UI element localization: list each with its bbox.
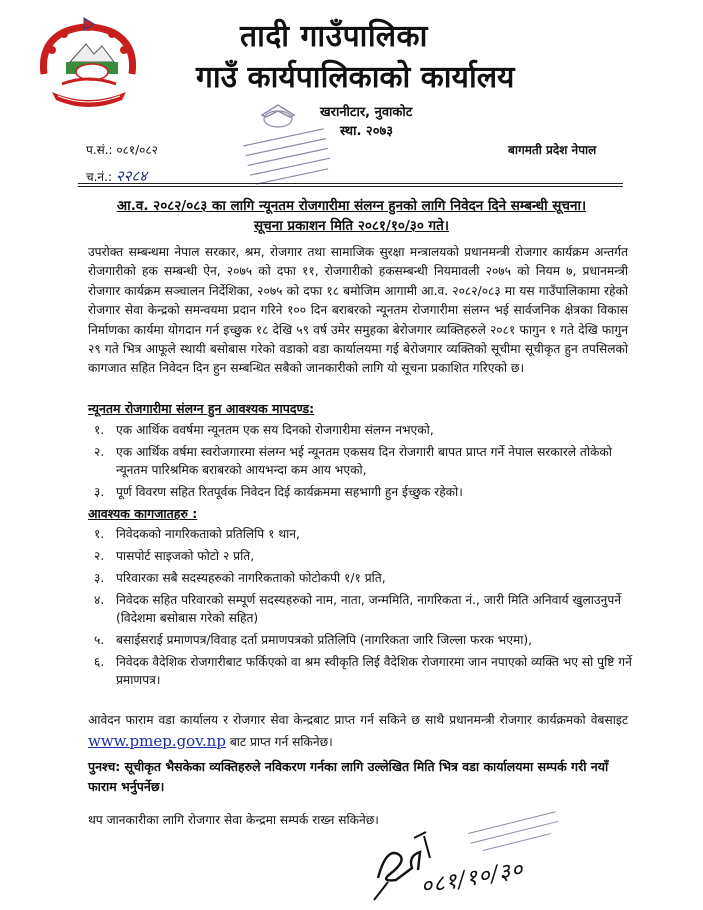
- list-item: १. निवेदकको नागरिकताको प्रतिलिपि १ थान,: [94, 527, 300, 541]
- list-item: १. एक आर्थिक ववर्षमा न्यूनतम एक सय दिनको रोजगारीमा संलग्न नभएको,: [94, 423, 434, 437]
- header-divider-secondary: [78, 186, 623, 187]
- notice-publish-date: सूचना प्रकाशन मिति २०८१/१०/३० गते।: [254, 218, 449, 234]
- criteria-list: [94, 421, 634, 505]
- office-title: गाउँ कार्यपालिकाको कार्यालय: [196, 60, 515, 95]
- notice-heading: आ.व. २०८२/०८३ का लागि न्यूनतम रोजगारीमा संलग्न हुनको लागि निवेदन दिने सम्बन्धी सूचना।: [116, 198, 587, 214]
- website-link[interactable]: www.pmep.gov.np: [88, 732, 226, 750]
- nepal-emblem-logo: [34, 14, 142, 114]
- received-stamp: [462, 808, 572, 878]
- documents-list: [94, 525, 634, 693]
- list-item: २. एक आर्थिक वर्षमा स्वरोजगारमा संलग्न भई न्यूनतम एकसय दिन रोजगारी बापत प्राप्त गर्ने नेपाल सरकारले तोकेको न्यूनतम पारिश्रमिक बराबरको आयभन्दा कम आय भएको,: [94, 445, 612, 477]
- postscript-note: पुनश्च: सूचीकृत भैसकेका व्यक्तिहरुले नविकरण गर्नका लागि उल्लेखित मिति भित्र वडा कार्यालयमा सम्पर्क गरी नयाँ फाराम भर्नुपर्नेछ।: [88, 759, 609, 794]
- documents-heading: आवश्यक कागजातहरु :: [88, 506, 198, 521]
- list-item: ४. निवेदक सहित परिवारको सम्पूर्ण सदस्यहरुको नाम, नाता, जन्ममिति, नागरिकता नं., जारी मिति अनिवार्य खुलाउनुपर्ने (विदेशमा बसोबास गरेको सहित): [94, 593, 622, 625]
- list-item: ५. बसाईसराई प्रमाणपत्र/विवाह दर्ता प्रमाणपत्रको प्रतिलिपि (नागरिकता जारि जिल्ला फरक भएमा),: [94, 633, 533, 647]
- notice-body: उपरोक्त सम्बन्धमा नेपाल सरकार, श्रम, रोजगार तथा सामाजिक सुरक्षा मन्त्रालयको प्रधानमन्त्री रोजगार कार्यक्रम अन्तर्गत रोजगारीको हक सम्बन्धी ऐन, २०७५ को दफा ११, रोजगारीको हकसम्बन्धी नियमावली २०७५ को नियम ७, प्रधानमन्त्री रोजगार कार्यक्रम सञ्चालन निर्देशिका, २०७५ को दफा १८ बमोजिम आगामी आ.व. २०८२/०८३ मा यस गाउँपालिकामा रहेको रोजगार सेवा केन्द्रको समन्वयमा प्रदान गरिने १०० दिन बराबरको न्यूनतम रोजगारीमा संलग्न भई सार्वजनिक क्षेत्रका विकास निर्माणका कार्यमा योगदान गर्न इच्छुक १८ देखि ५९ वर्ष उमेर समुहका बेरोजगार व्यक्तिहरुले २०८१ फागुन १ गते देखि फागुन २९ गते भित्र आफूले स्थायी बसोबास गरेको वडाको वडा कार्यालयमा गई बेरोजगार व्यक्तिको सूचीमा सूचीकृत हुन तपसिलको कागजात सहित निवेदन दिन हुन सम्बन्धित सबैको जानकारीको लागि यो सूचना प्रकाशित गरिएको छ।: [88, 245, 628, 376]
- municipality-title: तादी गाउँपालिका: [240, 19, 428, 54]
- list-item: ३. परिवारका सबै सदस्यहरुको नागरिकताको फोटोकपी १/१ प्रति,: [94, 571, 386, 585]
- list-item: २. पासपोर्ट साइजको फोटो २ प्रति,: [94, 549, 255, 563]
- dispatch-label: च.नं.:: [86, 170, 112, 184]
- list-item: ६. निवेदक वैदेशिक रोजगारीबाट फर्किएको वा श्रम स्वीकृति लिई वैदेशिक रोजगारमा जान नपाएको व्यक्ति भए सो पुष्टि गर्ने प्रमाणपत्र।: [94, 655, 632, 687]
- application-form-info: आवेदन फाराम वडा कार्यालय र रोजगार सेवा केन्द्रबाट प्राप्त गर्न सकिने छ साथै प्रधानमन्त्री रोजगार कार्यक्रमको वेबसाइट www.pmep.gov.np बाट प्राप्त गर्न सकिनेछ।: [88, 713, 628, 750]
- reference-number: प.सं.: ०८१/०८२: [86, 143, 158, 157]
- contact-note: थप जानकारीका लागि रोजगार सेवा केन्द्रमा सम्पर्क राख्न सकिनेछ।: [88, 813, 379, 827]
- office-stamp-seal: [232, 103, 342, 195]
- list-item: ३. पूर्ण विवरण सहित रितपूर्वक निवेदन दिई कार्यक्रममा सहभागी हुन ईच्छुक रहेको।: [94, 485, 463, 499]
- established-year: स्था. २०७३: [340, 124, 393, 139]
- header-divider: [78, 183, 623, 184]
- province-name: बागमती प्रदेश नेपाल: [508, 143, 597, 157]
- dispatch-value: २२८४: [115, 167, 147, 185]
- signature-date: ०८१/१०/३०: [418, 857, 526, 900]
- criteria-heading: न्यूनतम रोजगारीमा संलग्न हुन आवश्यक मापदण्ड:: [88, 401, 315, 416]
- office-location: खरानीटार, नुवाकोट: [320, 105, 413, 120]
